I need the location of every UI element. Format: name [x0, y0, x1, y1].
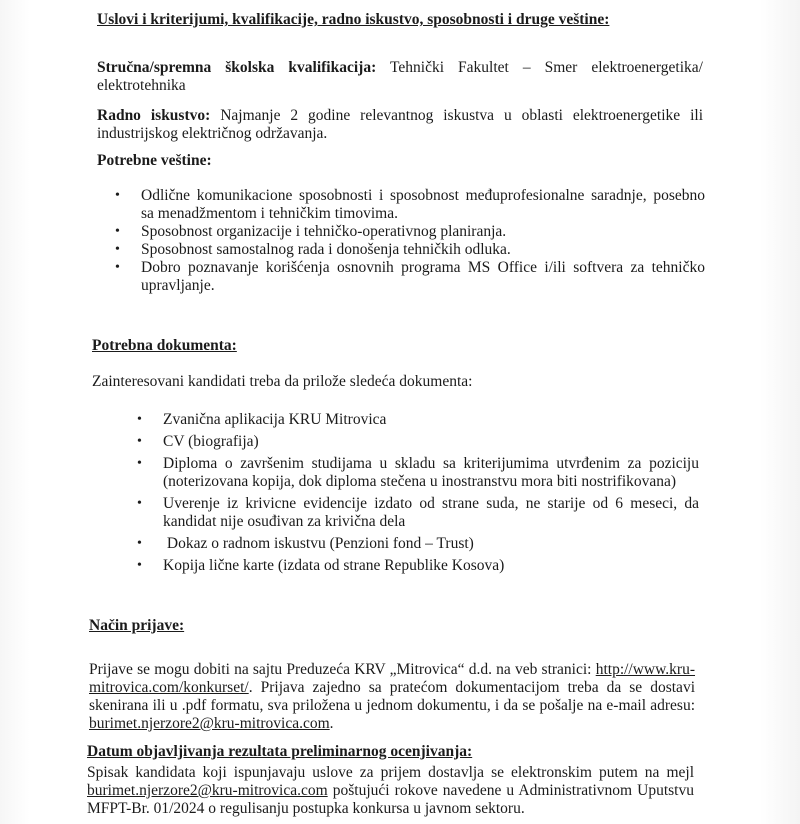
email-link[interactable]: burimet.njerzore2@kru-mitrovica.com: [87, 782, 328, 799]
bullet-icon: •: [115, 188, 120, 203]
list-item: [115, 241, 705, 259]
results-text: MFPT-Br. 01/2024 o regulisanju postupka konkursa u javnom sektoru.: [87, 800, 525, 817]
section-title-results: Datum objavljivanja rezultata preliminarnog ocenjivanja:: [87, 743, 473, 760]
email-link[interactable]: burimet.njerzore2@kru-mitrovica.com: [89, 715, 330, 732]
bullet-icon: •: [115, 260, 120, 275]
documents-intro: [92, 373, 692, 391]
list-item: [137, 433, 699, 451]
experience-value-line2: industrijskog električnog održavanja.: [97, 125, 328, 142]
skill-line: Dobro poznavanje korišćenja osnovnih programa MS Office i/ili softvera za tehničko: [141, 259, 705, 276]
results-text: Spisak kandidata koji ispunjavaju uslove za prijem dostavlja se elektronskim putem na mejl: [87, 764, 694, 781]
qualification-paragraph: [97, 59, 703, 95]
list-item: [115, 187, 705, 223]
list-item: [115, 223, 705, 241]
qualification-label: Stručna/spremna školska kvalifikacija:: [97, 59, 377, 76]
document-line: (noterizovana kopija, dok diploma stečena u inostranstvu mora biti nostrifikovana): [163, 473, 677, 490]
document-line: Uverenje iz krivicne evidencije izdato od strane suda, ne starije od 6 meseci, da: [163, 495, 699, 512]
list-item: [137, 411, 699, 429]
bullet-icon: •: [137, 412, 142, 427]
list-item: [137, 455, 699, 491]
skill-line: Sposobnost samostalnog rada i donošenja tehničkih odluka.: [141, 241, 511, 258]
skills-list: [115, 187, 705, 295]
section-title-application: Način prijave:: [89, 617, 185, 634]
application-text: .: [329, 715, 334, 732]
qualification-value-line2: elektrotehnika: [97, 77, 186, 94]
application-text: Prijave se mogu dobiti na sajtu Preduzeća KRV „Mitrovica“ d.d. na veb stranici:: [89, 661, 592, 678]
application-text: . Prijava zajedno sa pratećom dokumentacijom treba da se dostavi: [248, 679, 695, 696]
documents-intro-text: Zainteresovani kandidati treba da prilože sledeća dokumenta:: [92, 373, 473, 390]
qualification-value-line1: Tehnički Fakultet – Smer elektroenergetika/: [390, 59, 703, 76]
results-paragraph: [87, 764, 694, 818]
list-item: [137, 557, 699, 575]
document-line: Kopija lične karte (izdata od strane Republike Kosova): [163, 557, 505, 574]
document-line: Diploma o završenim studijama u skladu sa kriterijumima utvrđenim za poziciju: [163, 455, 699, 472]
website-link-continued[interactable]: mitrovica.com/konkurset/: [89, 679, 249, 696]
experience-value-line1: Najmanje 2 godine relevantnog iskustva u oblasti elektroenergetike ili: [220, 107, 703, 124]
website-link[interactable]: http://www.kru-: [595, 661, 696, 678]
application-paragraph: [89, 661, 695, 733]
list-item: [137, 495, 699, 531]
results-text: poštujući rokove navedene u Administrativnom Uputstvu: [327, 782, 694, 799]
bullet-icon: •: [137, 434, 142, 449]
document-line: CV (biografija): [163, 433, 259, 450]
bullet-icon: •: [115, 242, 120, 257]
bullet-icon: •: [137, 558, 142, 573]
document-line: Dokaz o radnom iskustvu (Penzioni fond – Trust): [163, 535, 474, 552]
list-item: [115, 259, 705, 295]
section-title-requirements: Uslovi i kriterijumi, kvalifikacije, radno iskustvo, sposobnosti i druge veštine:: [97, 11, 610, 28]
bullet-icon: •: [115, 224, 120, 239]
experience-paragraph: [97, 107, 703, 143]
section-title-documents: Potrebna dokumenta:: [92, 337, 237, 354]
bullet-icon: •: [137, 536, 142, 551]
skills-title: Potrebne veštine:: [97, 152, 212, 169]
list-item: [137, 535, 699, 553]
skill-line: upravljanje.: [141, 277, 215, 294]
skill-line: Sposobnost organizacije i tehničko-operativnog planiranja.: [141, 223, 507, 240]
application-text: skenirana ili u .pdf formatu, sva priložena u jednom dokumentu, i da se pošalje na e-mail adresu:: [89, 697, 695, 714]
experience-label: Radno iskustvo:: [97, 107, 211, 124]
bullet-icon: •: [137, 496, 142, 511]
skill-line: Odlične komunikacione sposobnosti i sposobnost međuprofesionalne saradnje, posebno: [141, 187, 705, 204]
document-line: Zvanična aplikacija KRU Mitrovica: [163, 411, 387, 428]
skill-line: sa menadžmentom i tehničkim timovima.: [141, 205, 398, 222]
bullet-icon: •: [137, 456, 142, 471]
documents-list: [137, 411, 699, 575]
document-line: kandidat nije osuđivan za krivična dela: [163, 513, 406, 530]
